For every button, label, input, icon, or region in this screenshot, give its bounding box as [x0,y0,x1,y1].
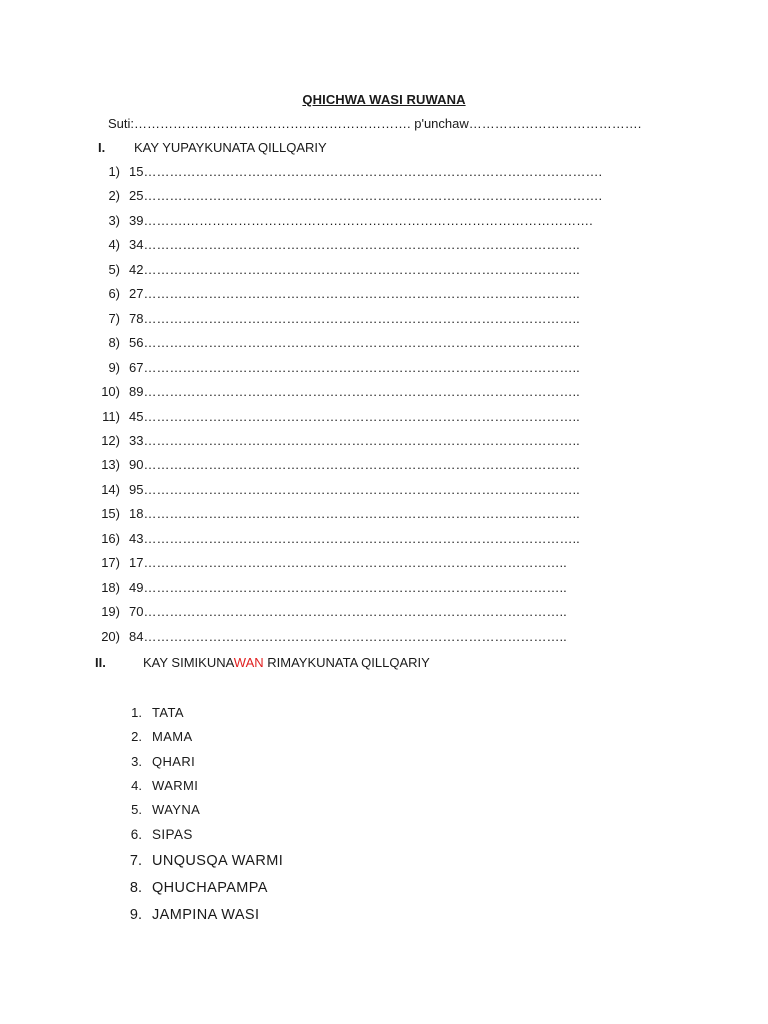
number-entry-line: 25……………………………………………………………………………………………. [129,188,603,203]
number-entry-line: 15……………………………………………………………………………………………. [129,164,603,179]
number-entry-line: 67……………………………………………………………………………………….. [129,360,580,375]
section-1-heading: KAY YUPAYKUNATA QILLQARIY [134,140,327,155]
name-date-line: Suti:………………………………………………………. p'unchaw…………………………………. [108,116,642,131]
list-item-number: 20) [101,629,120,644]
number-entry-line: 43……………………………………………………………………………………….. [129,531,580,546]
section-1-numeral: I. [98,140,106,155]
word-item: UNQUSQA WARMI [152,853,284,869]
list-item-number: 5) [108,262,120,277]
word-item-number: 3. [131,754,142,769]
list-item-number: 7) [108,311,120,326]
section-2-heading-highlight: WAN [233,655,264,670]
list-item-number: 4) [108,237,120,252]
list-item-number: 16) [101,531,120,546]
number-entry-line: 39……….…………………………………………………………………………………. [129,213,593,228]
number-entry-line: 84…………………………………………………………………………………….. [129,629,567,644]
number-entry-line: 17…………………………………………………………………………………….. [129,555,567,570]
section-2-heading-part2: RIMAYKUNATA QILLQARIY [263,655,430,670]
list-item-number: 12) [101,433,120,448]
word-item: SIPAS [152,827,193,842]
number-entry-line: 34……………………………………………………………………………………….. [129,237,580,252]
list-item-number: 11) [102,409,120,424]
number-entry-line: 56……………………………………………………………………………………….. [129,335,580,350]
number-entry-line: 27……………………………………………………………………………………….. [129,286,580,301]
word-item-number: 1. [131,705,142,720]
word-item: WAYNA [152,802,201,817]
list-item-number: 3) [108,213,120,228]
number-entry-line: 45……………………………………………………………………………………….. [129,409,580,424]
number-entry-line: 78……………………………………………………………………………………….. [129,311,580,326]
word-item: MAMA [152,729,193,744]
list-item-number: 15) [101,506,120,521]
list-item-number: 13) [101,457,120,472]
word-item: QHUCHAPAMPA [152,880,268,896]
word-item-number: 8. [129,880,142,896]
number-entry-line: 70…………………………………………………………………………………….. [129,604,567,619]
list-item-number: 9) [108,360,120,375]
word-item: TATA [152,705,184,720]
page-title: QHICHWA WASI RUWANA [302,92,466,107]
word-item: QHARI [152,754,196,769]
word-item-number: 5. [131,802,142,817]
number-entry-line: 89……………………………………………………………………………………….. [129,384,580,399]
list-item-number: 1) [108,164,120,179]
number-entry-line: 42……………………………………………………………………………………….. [129,262,580,277]
list-item-number: 10) [101,384,120,399]
number-entry-line: 90……………………………………………………………………………………….. [129,457,580,472]
number-entry-line: 95……………………………………………………………………………………….. [129,482,580,497]
list-item-number: 6) [108,286,120,301]
list-item-number: 17) [101,555,120,570]
list-item-number: 14) [101,482,120,497]
list-item-number: 8) [108,335,120,350]
word-item: WARMI [152,778,199,793]
word-item-number: 9. [129,907,142,923]
section-2-heading-part1: KAY SIMIKUNA [143,655,234,670]
list-item-number: 2) [108,188,120,203]
word-item-number: 7. [129,853,142,869]
word-item: JAMPINA WASI [152,907,260,923]
number-entry-line: 33……………………………………………………………………………………….. [129,433,580,448]
number-entry-line: 18……………………………………………………………………………………….. [129,506,580,521]
word-item-number: 2. [131,729,142,744]
word-item-number: 4. [131,778,142,793]
number-entry-line: 49…………………………………………………………………………………….. [129,580,567,595]
word-item-number: 6. [130,827,142,842]
section-2-numeral: II. [95,655,106,670]
list-item-number: 18) [101,580,120,595]
list-item-number: 19) [101,604,120,619]
section-2-heading [143,655,430,670]
